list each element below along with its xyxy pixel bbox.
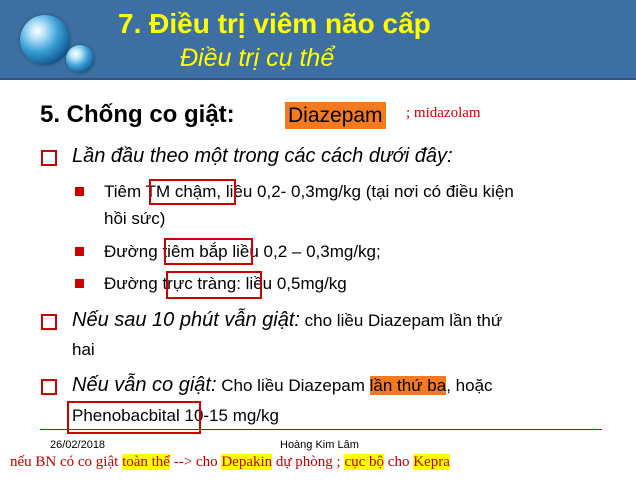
hollow-square-bullet-icon: [41, 314, 57, 330]
slide-header: [0, 0, 636, 80]
hollow-square-bullet-icon: [41, 150, 57, 166]
option2-red-box: [164, 238, 253, 265]
hollow-square-bullet-icon: [41, 379, 57, 395]
note-highlight-depakin: Depakin: [221, 454, 273, 470]
filled-square-bullet-icon: [75, 279, 84, 288]
item3-rest: Cho liều Diazepam: [216, 376, 370, 395]
footer-author: Hoàng Kim Lâm: [280, 439, 359, 451]
item3-line2-rest: 10-15 mg/kg: [179, 406, 279, 425]
item3-after: , hoặc: [446, 376, 493, 395]
option2-prefix: Đường: [104, 242, 163, 261]
item3-lead: Nếu vẫn co giật:: [72, 374, 217, 396]
drug-highlight: Diazepam: [285, 102, 386, 129]
item1-text: Lần đầu theo một trong các cách dưới đây:: [72, 145, 453, 167]
item2-line2: hai: [72, 340, 95, 359]
item3-highlight: lần thứ ba: [369, 376, 447, 395]
option3-boxed: trực tràng: [162, 274, 237, 293]
bottom-note: [10, 454, 450, 471]
option3-suffix: : liều 0,5mg/kg: [236, 274, 347, 293]
slide-subtitle: Điều trị cụ thể: [180, 44, 335, 72]
option3-prefix: Đường: [104, 274, 163, 293]
filled-square-bullet-icon: [75, 247, 84, 256]
sphere-logo-icon: [20, 15, 70, 65]
section-heading: 5. Chống co giật:: [40, 101, 235, 128]
note-highlight-cuc-bo: cục bộ: [344, 454, 385, 470]
footer-date: 26/02/2018: [50, 439, 106, 451]
item3-line1: [72, 374, 493, 397]
item2-rest: cho liều Diazepam lần thứ: [299, 311, 503, 330]
option1-suffix: , liều 0,2- 0,3mg/kg (tại nơi có điều kiện: [216, 182, 514, 201]
item3-boxed: Phenobacbital: [72, 406, 180, 425]
option1-boxed: TM chậm: [145, 182, 217, 201]
small-sphere-icon: [66, 45, 94, 73]
footer-divider: [40, 429, 602, 430]
item2-lead: Nếu sau 10 phút vẫn giật:: [72, 309, 300, 331]
option1-prefix: Tiêm: [104, 182, 146, 201]
note-highlight-kepra: Kepra: [413, 454, 450, 470]
note-highlight-toan-the: toàn thể: [122, 454, 170, 470]
alt-drug-note: ; midazolam: [406, 105, 481, 121]
filled-square-bullet-icon: [75, 187, 84, 196]
slide-title: 7. Điều trị viêm não cấp: [118, 8, 431, 39]
note-part3: dự phòng ;: [272, 454, 345, 470]
option2-boxed: tiêm bắp: [162, 242, 228, 261]
note-part1: nếu BN có co giật: [10, 454, 123, 470]
option2-suffix: liều 0,2 – 0,3mg/kg;: [227, 242, 381, 261]
option1-red-box: [149, 179, 236, 205]
option1-line2: hồi sức): [104, 209, 166, 228]
note-part2: --> cho: [169, 454, 222, 470]
item2-line1: [72, 309, 502, 332]
note-part4: cho: [384, 454, 414, 470]
option3-red-box: [166, 271, 262, 299]
